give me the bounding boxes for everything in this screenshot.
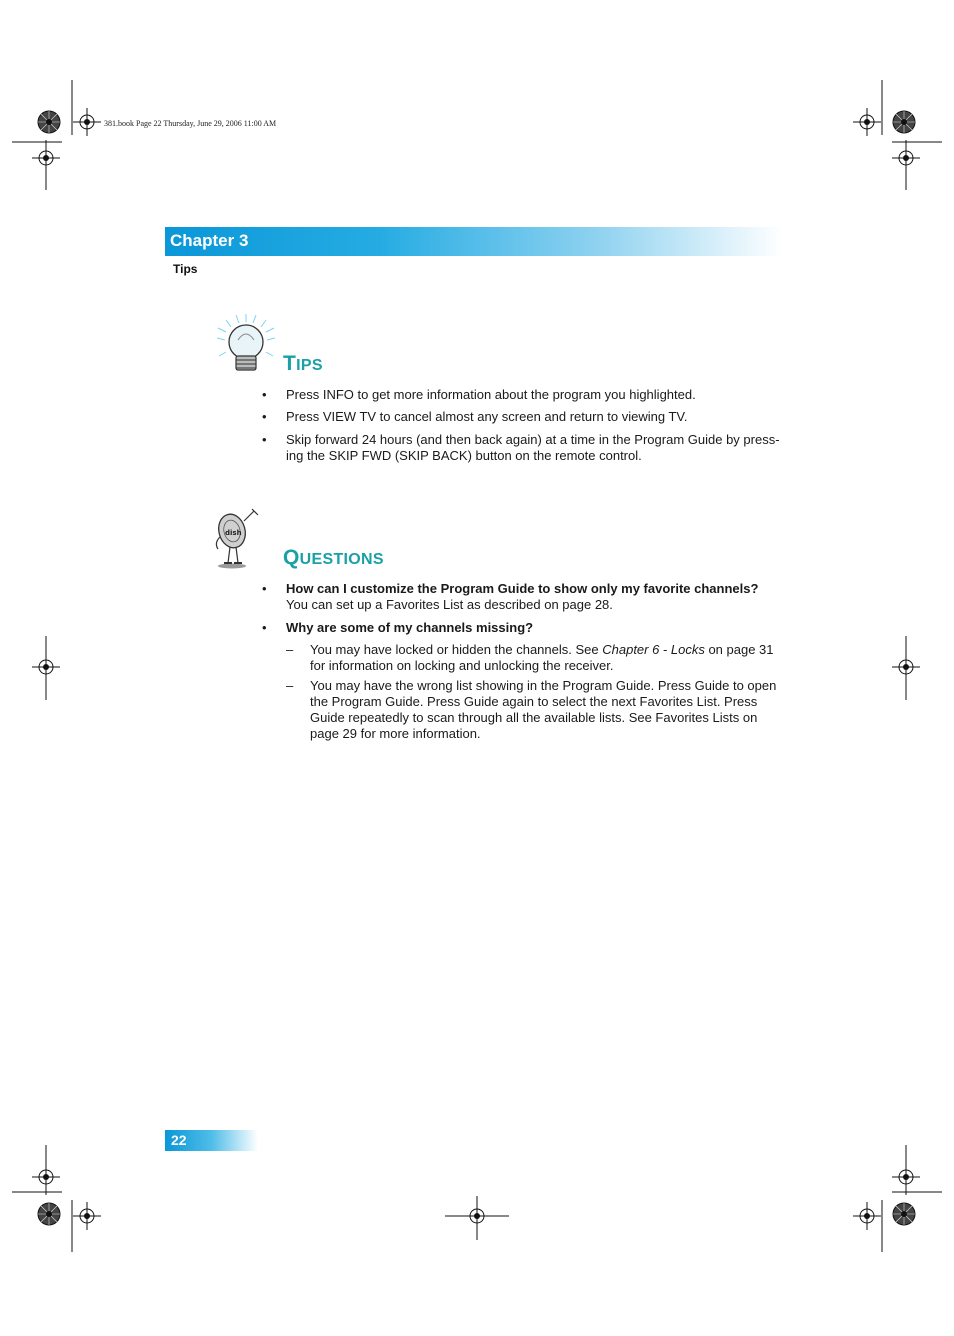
answer-2-post: on page 31 xyxy=(704,642,774,657)
tips-item-3-line-1: Skip forward 24 hours (and then back again) at a time in the Program Guide by press- xyxy=(286,432,780,447)
tips-heading-initial: T xyxy=(283,352,297,375)
tips-item-3-line-2: ing the SKIP FWD (SKIP BACK) button on the remote control. xyxy=(286,448,642,463)
question-bullet-1: • xyxy=(262,581,267,596)
tips-bullet-3: • xyxy=(262,432,267,447)
answer-dash-2: – xyxy=(286,678,294,693)
tips-heading-rest: IPS xyxy=(296,357,323,374)
print-info: 381.book Page 22 Thursday, June 29, 2006 11:00 AM xyxy=(104,119,277,128)
question-2 xyxy=(286,620,533,636)
tips-item-1: Press INFO to get more information about the program you highlighted. xyxy=(286,387,696,402)
tips-item-2: Press VIEW TV to cancel almost any screen and return to viewing TV. xyxy=(286,409,688,424)
question-bullet-2: • xyxy=(262,620,267,635)
question-2-text: Why are some of my channels missing? xyxy=(286,620,534,635)
answer-2-pre: You may have locked or hidden the channels. See xyxy=(310,642,603,657)
satellite-dish-mascot-icon xyxy=(212,507,262,569)
questions-heading xyxy=(283,546,384,570)
answer-1: You can set up a Favorites List as described on page 28. xyxy=(286,597,613,612)
tips-heading xyxy=(283,352,323,376)
answer-3-line-3: Guide repeatedly to scan through all the available lists. See Favorites Lists on xyxy=(310,710,758,725)
section-label: Tips xyxy=(173,262,198,276)
answer-3-line-2: the Program Guide. Press Guide again to select the next Favorites List. Press xyxy=(310,694,758,709)
svg-text:dish: dish xyxy=(225,529,242,537)
answer-3-line-4: page 29 for more information. xyxy=(310,726,481,741)
answer-2-line-1 xyxy=(310,642,774,658)
question-1 xyxy=(286,581,758,597)
answer-dash-1: – xyxy=(286,642,294,657)
lightbulb-icon xyxy=(214,312,278,376)
page-number: 22 xyxy=(171,1132,187,1148)
questions-heading-initial: Q xyxy=(283,546,300,569)
chapter-6-locks-reference: Chapter 6 - Locks xyxy=(602,642,705,657)
answer-2-line-2: for information on locking and unlocking the receiver. xyxy=(310,658,614,673)
tips-bullet-2: • xyxy=(262,409,267,424)
tips-bullet-1: • xyxy=(262,387,267,402)
answer-3-line-1: You may have the wrong list showing in the Program Guide. Press Guide to open xyxy=(310,678,777,693)
questions-heading-rest: UESTIONS xyxy=(299,551,384,568)
chapter-title: Chapter 3 xyxy=(170,231,249,250)
question-1-text: How can I customize the Program Guide to show only my favorite channels? xyxy=(286,581,759,596)
chapter-bar xyxy=(165,227,783,256)
